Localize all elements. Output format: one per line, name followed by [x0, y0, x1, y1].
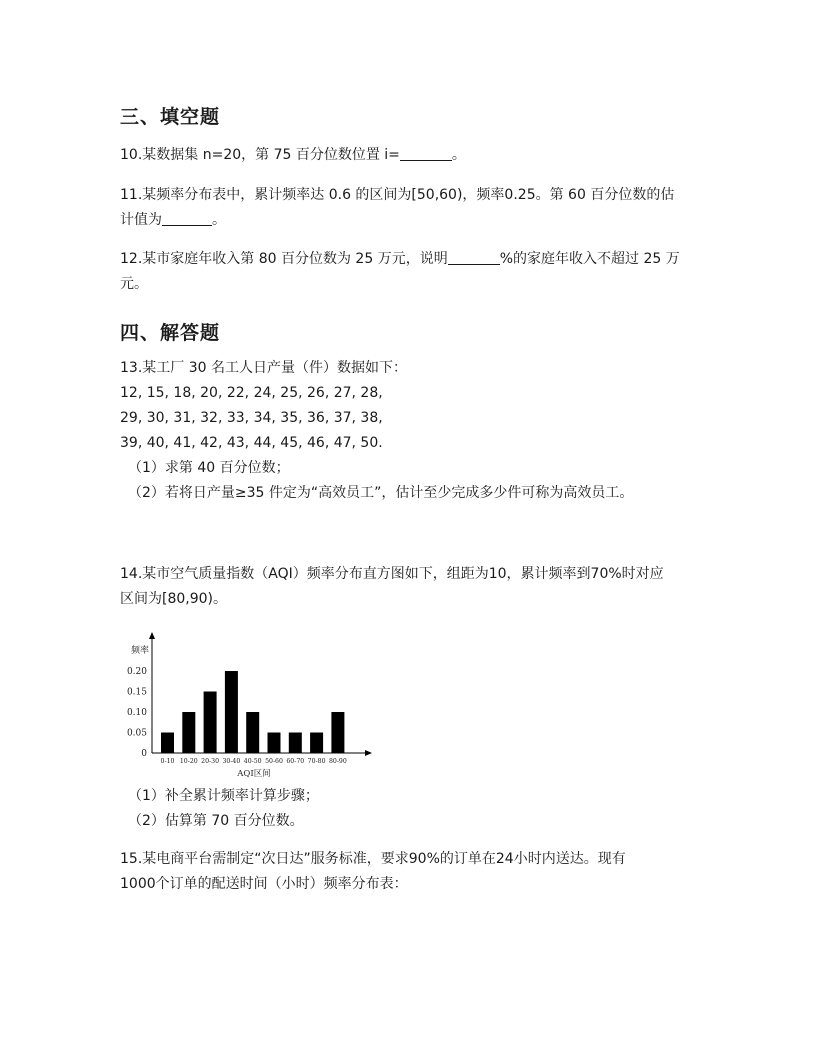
y-tick-label: 0.10 — [126, 708, 147, 718]
x-tick-label: 0-10 — [160, 758, 175, 765]
histogram-bar — [225, 671, 238, 753]
question-14 — [120, 562, 696, 612]
x-tick-label: 60-70 — [286, 758, 305, 765]
q14-line1: 14.某市空气质量指数（AQI）频率分布直方图如下，组距为10，累计频率到70%时对应 — [120, 566, 664, 582]
question-13 — [120, 356, 696, 456]
section-title-fill-in: 三、填空题 — [120, 106, 221, 128]
x-tick-label: 50-60 — [265, 758, 283, 765]
x-tick-label: 10-20 — [179, 758, 198, 765]
histogram-bar — [204, 692, 217, 754]
x-tick-label: 30-40 — [222, 758, 241, 765]
q11-line2 — [120, 208, 696, 233]
question-12 — [120, 247, 696, 297]
histogram-bar — [289, 733, 302, 754]
question-15 — [120, 847, 696, 897]
x-axis-label: AQI区间 — [237, 769, 271, 779]
y-tick-label: 0.15 — [126, 687, 147, 698]
q14-line2: 区间为[80,90)。 — [120, 591, 228, 607]
histogram-bar — [182, 712, 195, 753]
x-tick-label: 70-80 — [307, 758, 326, 765]
q12-text-after: %的家庭年收入不超过 25 万 — [499, 251, 680, 267]
x-axis-arrow — [365, 750, 372, 756]
q10-end: 。 — [451, 147, 466, 163]
histogram-bar — [310, 733, 323, 754]
y-tick-label: 0.20 — [126, 667, 147, 677]
q12-line1 — [120, 247, 696, 272]
q13-part2: （2）若将日产量≥35 件定为“高效员工”，估计至少完成多少件可称为高效员工。 — [128, 485, 634, 501]
histogram-bar — [246, 712, 259, 753]
section-title-answer: 四、解答题 — [120, 322, 221, 344]
q13-data-row1: 12, 15, 18, 20, 22, 24, 25, 26, 27, 28, — [120, 385, 383, 401]
q11-answer-blank[interactable] — [162, 211, 212, 226]
q13-intro: 13.某工厂 30 名工人日产量（件）数据如下： — [120, 360, 407, 376]
q12-line2: 元。 — [120, 276, 148, 292]
y-axis-label: 频率 — [130, 646, 150, 656]
x-tick-label: 20-30 — [201, 758, 220, 765]
y-axis-arrow — [149, 632, 155, 639]
y-tick-label: 0.05 — [126, 728, 147, 739]
q13-part1: （1）求第 40 百分位数； — [128, 460, 290, 476]
aqi-histogram — [120, 628, 384, 784]
q12-answer-blank[interactable] — [448, 250, 500, 265]
q15-line2: 1000个订单的配送时间（小时）频率分布表： — [120, 876, 408, 892]
q14-part1: （1）补全累计频率计算步骤； — [128, 788, 319, 804]
q11-line1: 11.某频率分布表中，累计频率达 0.6 的区间为[50,60)，频率0.25。第 60 百分位数的估 — [120, 187, 675, 203]
y-tick-label: 0 — [141, 749, 147, 759]
x-tick-label: 80-90 — [328, 758, 347, 765]
q13-data-row2: 29, 30, 31, 32, 33, 34, 35, 36, 37, 38, — [120, 410, 383, 426]
q10-text: 10.某数据集 n=20，第 75 百分位数位置 i= — [120, 147, 400, 163]
q14-part2: （2）估算第 70 百分位数。 — [128, 813, 304, 829]
histogram-bar — [161, 733, 174, 754]
q11-end: 。 — [212, 212, 226, 228]
q15-line1: 15.某电商平台需制定“次日达”服务标准，要求90%的订单在24小时内送达。现有 — [120, 851, 626, 867]
q12-text: 12.某市家庭年收入第 80 百分位数为 25 万元，说明 — [120, 251, 448, 267]
q11-text2: 计值为 — [120, 212, 162, 228]
question-10 — [120, 143, 696, 168]
q10-answer-blank[interactable] — [400, 146, 452, 161]
histogram-bar — [331, 712, 344, 753]
x-tick-label: 40-50 — [243, 758, 262, 765]
histogram-bar — [268, 733, 281, 754]
chart-bars — [161, 671, 344, 753]
question-11 — [120, 183, 696, 233]
q13-data-row3: 39, 40, 41, 42, 43, 44, 45, 46, 47, 50. — [120, 435, 383, 451]
